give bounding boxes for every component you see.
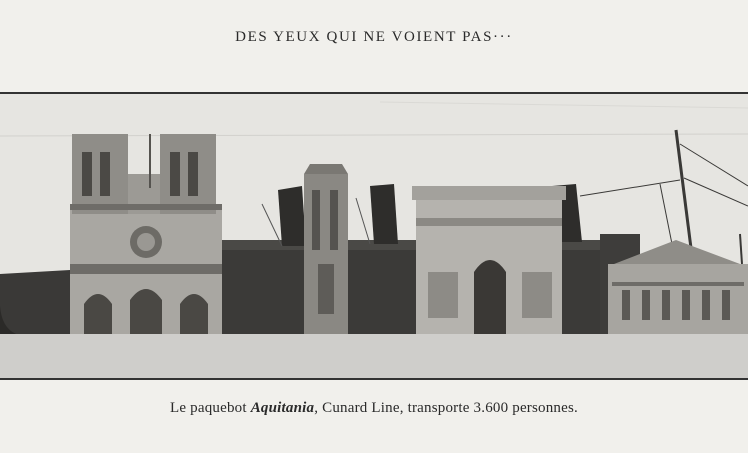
caption-ship-name: Aquitania [250, 400, 315, 416]
caption-suffix: , Cunard Line, transporte 3.600 personnes. [314, 400, 578, 416]
caption-prefix: Le paquebot [170, 400, 251, 416]
page-heading: DES YEUX QUI NE VOIENT PAS··· [235, 29, 513, 45]
photo-plate [0, 92, 748, 380]
water [0, 334, 748, 378]
arc-de-triomphe [412, 186, 566, 334]
photo-caption [0, 400, 748, 417]
tour-saint-jacques [304, 164, 348, 334]
photo-illustration [0, 94, 748, 378]
